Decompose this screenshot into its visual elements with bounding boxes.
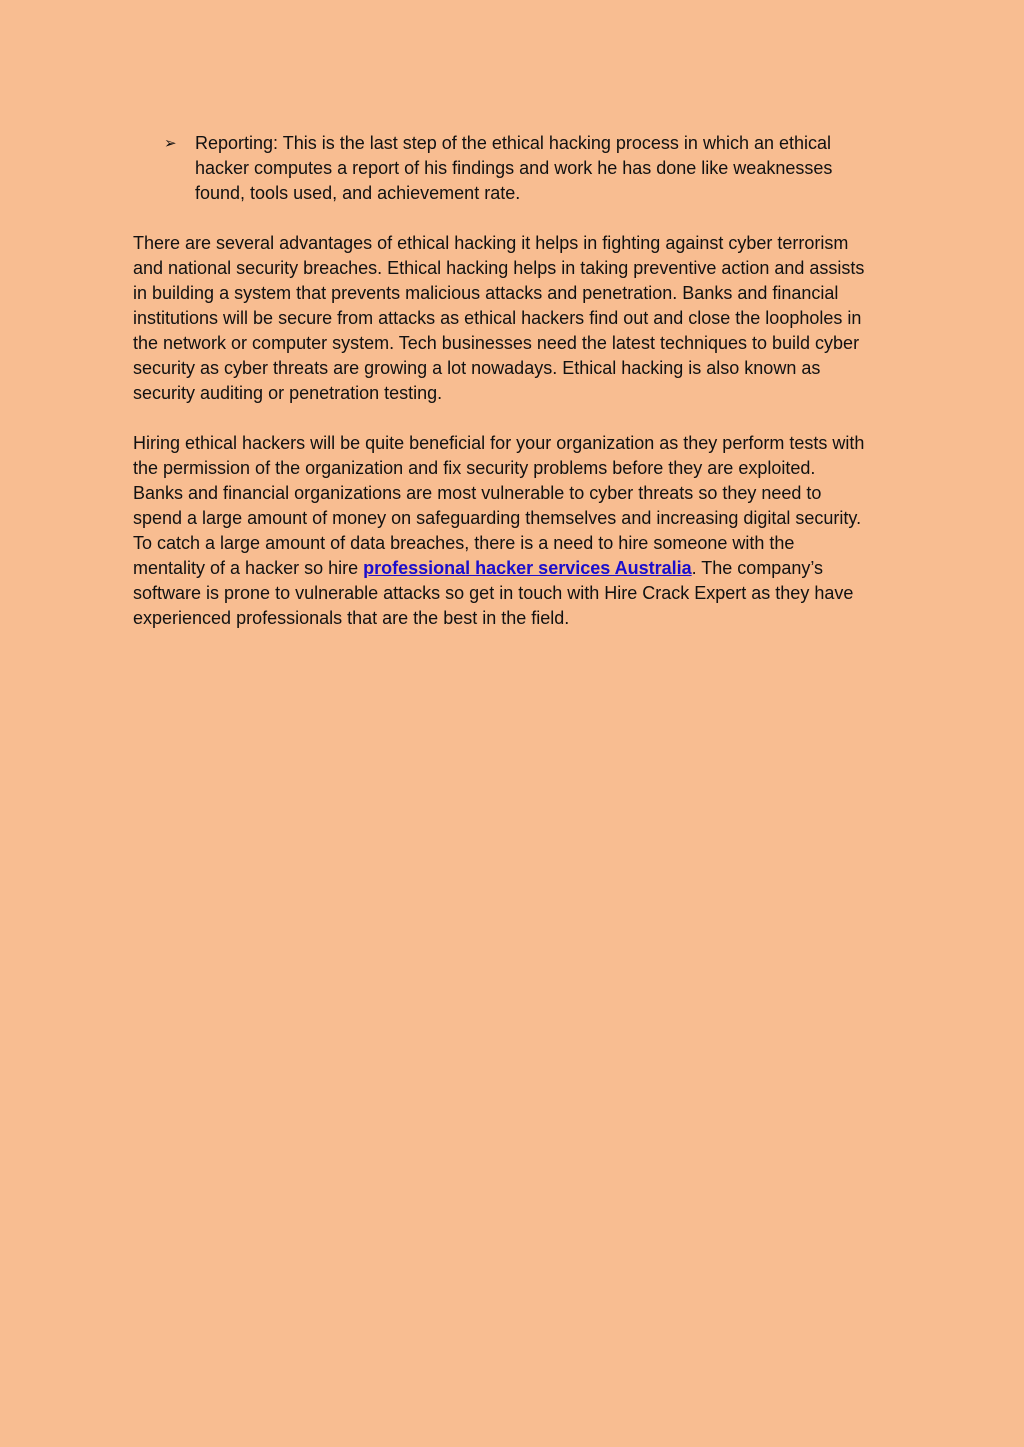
document-body <box>133 131 868 656</box>
bullet-item-reporting <box>133 131 868 206</box>
paragraph-hiring-text-after: . The company’s software is prone to vulnerable attacks so get in touch with Hire Crack Expert as they have experienced professionals that are the best in the field. <box>133 558 854 628</box>
paragraph-hiring <box>133 431 868 631</box>
arrowhead-bullet-icon: ➢ <box>164 135 177 152</box>
professional-hacker-services-link[interactable]: professional hacker services Australia <box>363 558 692 578</box>
paragraph-advantages: There are several advantages of ethical hacking it helps in fighting against cyber terrorism and national security breaches. Ethical hacking helps in taking preventive action and assists in building a system that prevents malicious attacks and penetration. Banks and financial institutions will be secure from attacks as ethical hackers find out and close the loopholes in the network or computer system. Tech businesses need the latest techniques to build cyber security as cyber threats are growing a lot nowadays. Ethical hacking is also known as security auditing or penetration testing. <box>133 233 865 403</box>
paragraph-hiring-text-before: Hiring ethical hackers will be quite beneficial for your organization as they perform tests with the permission of the organization and fix security problems before they are exploited. Banks and financial organizations are most vulnerable to cyber threats so they need to spend a large amount of money on safeguarding themselves and increasing digital security. To catch a large amount of data breaches, there is a need to hire someone with the mentality of a hacker so hire <box>133 433 865 578</box>
bullet-text: Reporting: This is the last step of the ethical hacking process in which an ethical hacker computes a report of his findings and work he has done like weaknesses found, tools used, and achievement rate. <box>195 133 833 203</box>
